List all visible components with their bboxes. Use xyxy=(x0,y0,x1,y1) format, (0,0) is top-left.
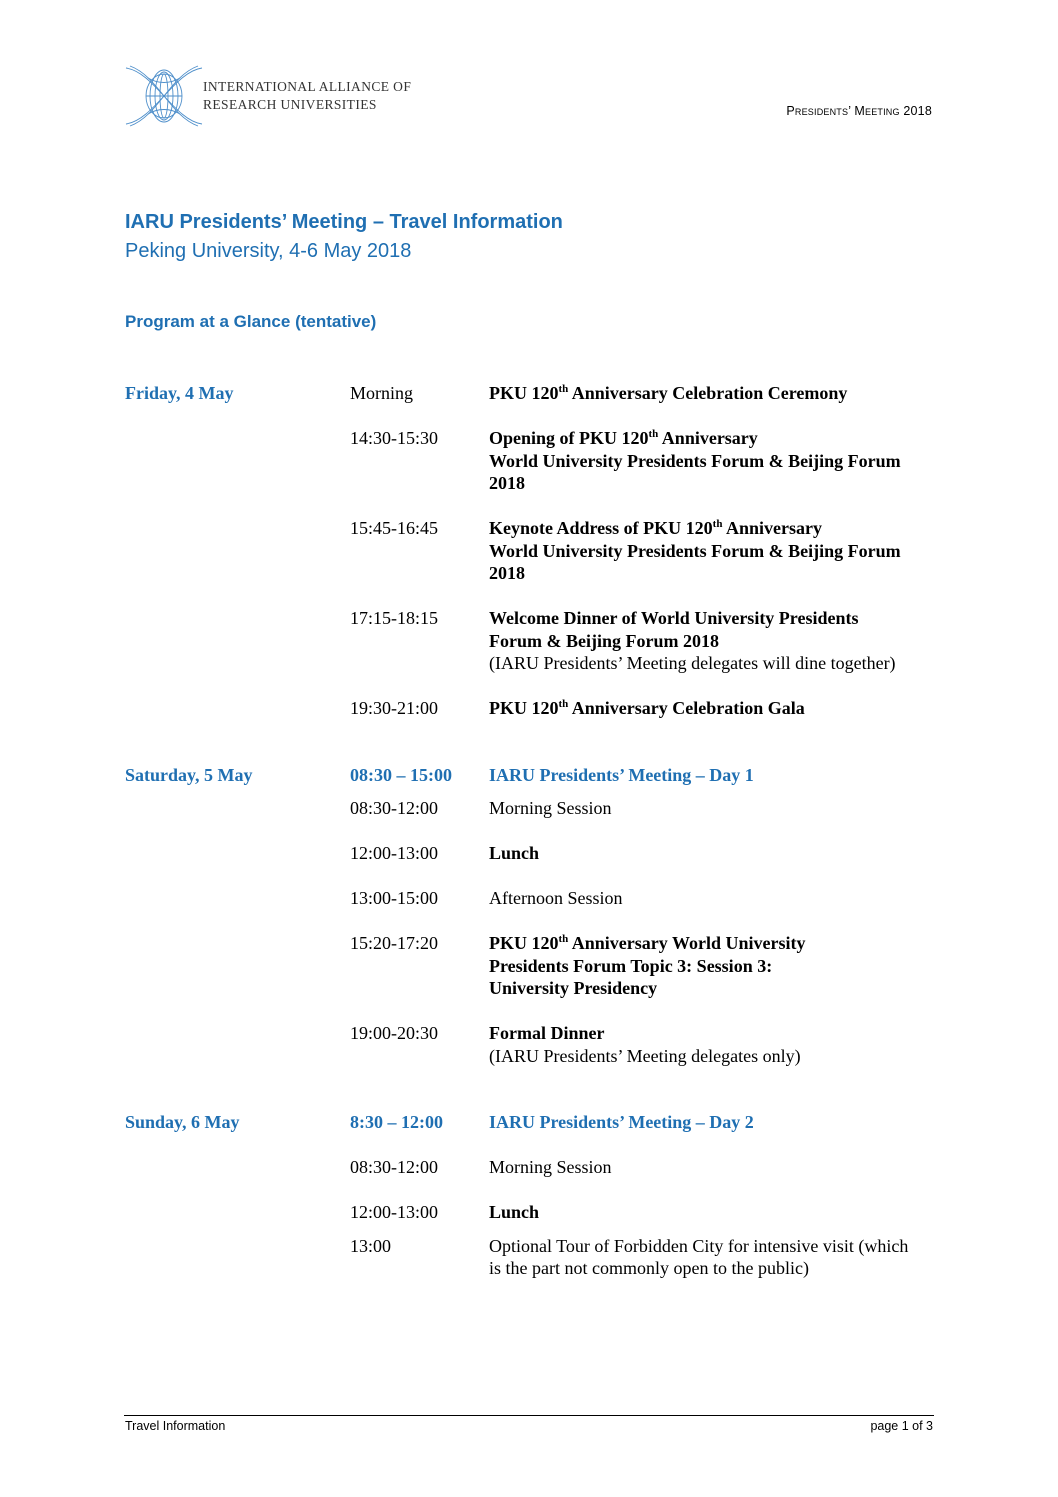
agenda-title-cont: World University Presidents Forum & Beijing Forum 2018 xyxy=(489,450,901,493)
agenda-note: Morning Session xyxy=(489,798,612,818)
day-label: Sunday, 6 May xyxy=(125,1112,240,1132)
document-subtitle: Peking University, 4-6 May 2018 xyxy=(125,240,412,262)
agenda-row xyxy=(125,1156,915,1179)
agenda-title: Welcome Dinner of World University Presidents Forum & Beijing Forum 2018 xyxy=(489,608,859,651)
agenda-time: 14:30-15:30 xyxy=(350,428,438,448)
agenda-note: Morning Session xyxy=(489,1157,612,1177)
agenda-row xyxy=(125,1201,915,1224)
agenda-row xyxy=(125,932,915,1000)
logo-line-1: INTERNATIONAL ALLIANCE OF xyxy=(203,79,412,94)
agenda-time: 13:00 xyxy=(350,1235,392,1256)
agenda-row xyxy=(125,382,915,405)
agenda-row xyxy=(125,797,915,820)
agenda-day-header xyxy=(125,1111,915,1134)
agenda-time: 8:30 – 12:00 xyxy=(350,1112,443,1132)
day-label: Saturday, 5 May xyxy=(125,764,253,785)
day-sunday xyxy=(125,1111,915,1280)
agenda-title-cont: World University Presidents Forum & Beijing Forum 2018 xyxy=(489,540,901,583)
agenda-note: (IARU Presidents’ Meeting delegates will dine together) xyxy=(489,653,896,673)
agenda-row xyxy=(125,1022,915,1067)
agenda-time: 08:30-12:00 xyxy=(350,1157,438,1177)
agenda-row xyxy=(125,842,915,865)
meeting-tag: Presidents’ Meeting 2018 xyxy=(786,104,932,118)
page-number: page 1 of 3 xyxy=(870,1419,933,1433)
agenda-note: Afternoon Session xyxy=(489,888,623,908)
agenda-time: 15:45-16:45 xyxy=(350,518,438,538)
agenda-time: 08:30-12:00 xyxy=(350,798,438,818)
iaru-logo xyxy=(124,62,424,130)
agenda-title: PKU 120th Anniversary Celebration Ceremony xyxy=(489,383,848,403)
agenda-time: 19:30-21:00 xyxy=(350,698,438,718)
agenda-time: 15:20-17:20 xyxy=(350,933,438,953)
agenda-title: Lunch xyxy=(489,843,540,863)
agenda-row xyxy=(125,697,915,720)
agenda-note: Optional Tour of Forbidden City for intensive visit (which is the part not commonly open to the public) xyxy=(489,1235,909,1278)
footer-rule xyxy=(124,1415,934,1416)
agenda-title: Opening of PKU 120th Anniversary xyxy=(489,428,758,448)
agenda-time: 13:00-15:00 xyxy=(350,888,438,908)
agenda-title: PKU 120th Anniversary Celebration Gala xyxy=(489,698,805,718)
iaru-globe-icon xyxy=(124,62,204,130)
footer-left: Travel Information xyxy=(125,1419,226,1433)
agenda-title: IARU Presidents’ Meeting – Day 2 xyxy=(489,1112,754,1132)
logo-line-2: RESEARCH UNIVERSITIES xyxy=(203,97,377,112)
day-saturday xyxy=(125,764,915,1068)
agenda-title: Lunch xyxy=(489,1202,540,1222)
agenda-time: 08:30 – 15:00 xyxy=(350,764,452,785)
agenda-time: 12:00-13:00 xyxy=(350,1202,438,1222)
agenda-title: PKU 120th Anniversary World University Presidents Forum Topic 3: Session 3: University Presidency xyxy=(489,933,806,998)
section-title: Program at a Glance (tentative) xyxy=(125,312,377,331)
agenda-time: Morning xyxy=(350,383,413,403)
day-friday xyxy=(125,382,915,720)
agenda-row xyxy=(125,427,915,495)
agenda-title: Keynote Address of PKU 120th Anniversary xyxy=(489,518,822,538)
agenda-day-header xyxy=(125,764,915,787)
agenda xyxy=(125,382,915,1280)
agenda-title: Formal Dinner xyxy=(489,1023,605,1043)
agenda-time: 17:15-18:15 xyxy=(350,608,438,628)
agenda-row xyxy=(125,607,915,675)
agenda-row xyxy=(125,1235,915,1280)
agenda-time: 19:00-20:30 xyxy=(350,1023,438,1043)
logo-wordmark xyxy=(203,78,411,114)
agenda-title: IARU Presidents’ Meeting – Day 1 xyxy=(489,764,754,785)
day-label: Friday, 4 May xyxy=(125,383,234,403)
agenda-row xyxy=(125,887,915,910)
agenda-note: (IARU Presidents’ Meeting delegates only) xyxy=(489,1045,801,1066)
agenda-row xyxy=(125,517,915,585)
document-title: IARU Presidents’ Meeting – Travel Information xyxy=(125,211,563,233)
agenda-time: 12:00-13:00 xyxy=(350,843,438,863)
